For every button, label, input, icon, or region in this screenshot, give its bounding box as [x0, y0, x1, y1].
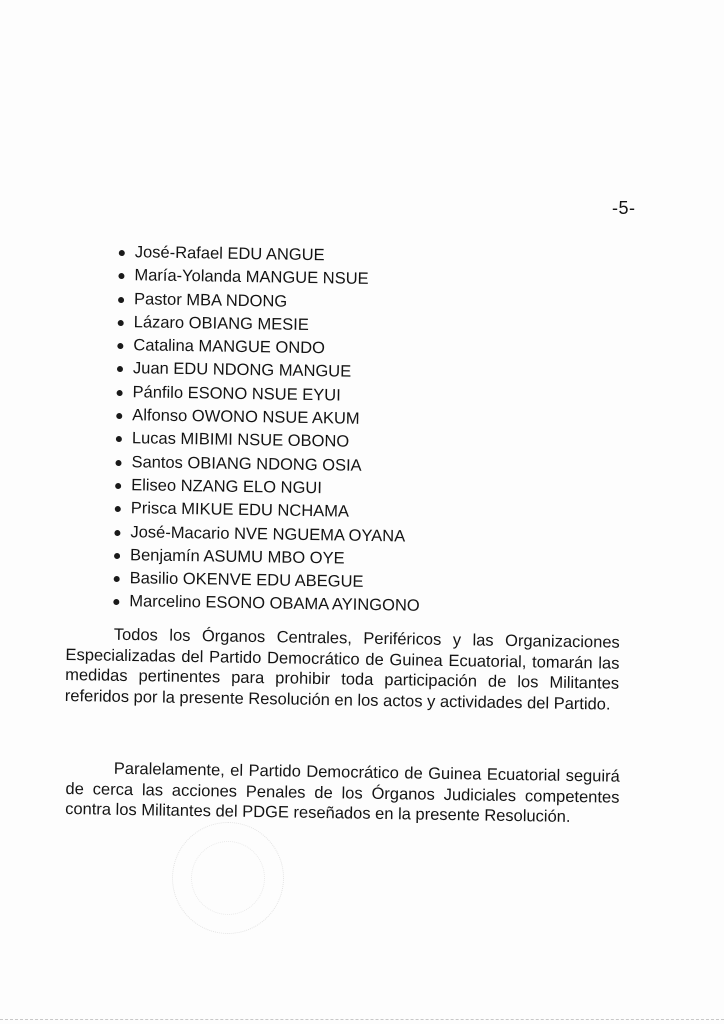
name-text: Pastor MBA NDONG [133, 289, 288, 311]
bullet-icon [117, 343, 123, 349]
name-text: Pánfilo ESONO NSUE EYUI [132, 383, 341, 405]
bullet-icon [116, 436, 122, 442]
name-text: Santos OBIANG NDONG OSIA [131, 452, 362, 475]
name-text: Juan EDU NDONG MANGUE [132, 359, 352, 382]
bullet-icon [115, 460, 121, 466]
bullet-icon [118, 273, 124, 279]
page-number: -5- [612, 198, 636, 218]
bullet-icon [118, 320, 124, 326]
name-text: Lázaro OBIANG MESIE [133, 313, 310, 334]
bullet-icon [118, 297, 124, 303]
name-text: Prisca MIKUE EDU NCHAMA [130, 499, 350, 521]
faded-seal-stamp [172, 822, 284, 934]
name-text: Marcelino ESONO OBAMA AYINGONO [129, 592, 420, 616]
page-bottom-edge [0, 1019, 724, 1020]
bullet-icon [119, 250, 125, 256]
name-text: María-Yolanda MANGUE NSUE [134, 266, 369, 289]
name-text: José-Rafael EDU ANGUE [134, 243, 325, 265]
bullet-icon [114, 576, 120, 582]
name-text: Basilio OKENVE EDU ABEGUE [129, 569, 364, 592]
paragraph-judicial-follow-up: Paralelamente, el Partido Democrático de Guinea Ecuatorial seguirá de cerca las acciones Penales de los Órganos Judiciales competentes contra los Militantes del PDGE reseñados en la presente Resolución. [65, 759, 620, 826]
list-item [112, 590, 420, 618]
bullet-icon [116, 413, 122, 419]
bullet-icon [114, 553, 120, 559]
bullet-icon [117, 366, 123, 372]
bullet-icon [117, 390, 123, 396]
name-text: Alfonso OWONO NSUE AKUM [132, 406, 360, 428]
name-text: Eliseo NZANG ELO NGUI [131, 476, 323, 498]
bullet-icon [115, 483, 121, 489]
bullet-icon [115, 506, 121, 512]
militant-name-list [112, 241, 425, 619]
name-text: Benjamín ASUMU MBO OYE [129, 546, 345, 568]
name-text: José-Macario NVE NGUEMA OYANA [130, 522, 406, 546]
name-text: Catalina MANGUE ONDO [133, 336, 326, 358]
bullet-icon [113, 599, 119, 605]
paragraph-prohibition: Todos los Órganos Centrales, Periféricos y las Organizaciones Especializadas del Partido Democrático de Guinea Ecuatorial, tomarán las medidas pertinentes para prohibir toda participación de los Militantes referidos por la presente Resolución en los actos y actividades del Partido. [64, 625, 620, 714]
bullet-icon [114, 530, 120, 536]
name-text: Lucas MIBIMI NSUE OBONO [131, 429, 350, 452]
